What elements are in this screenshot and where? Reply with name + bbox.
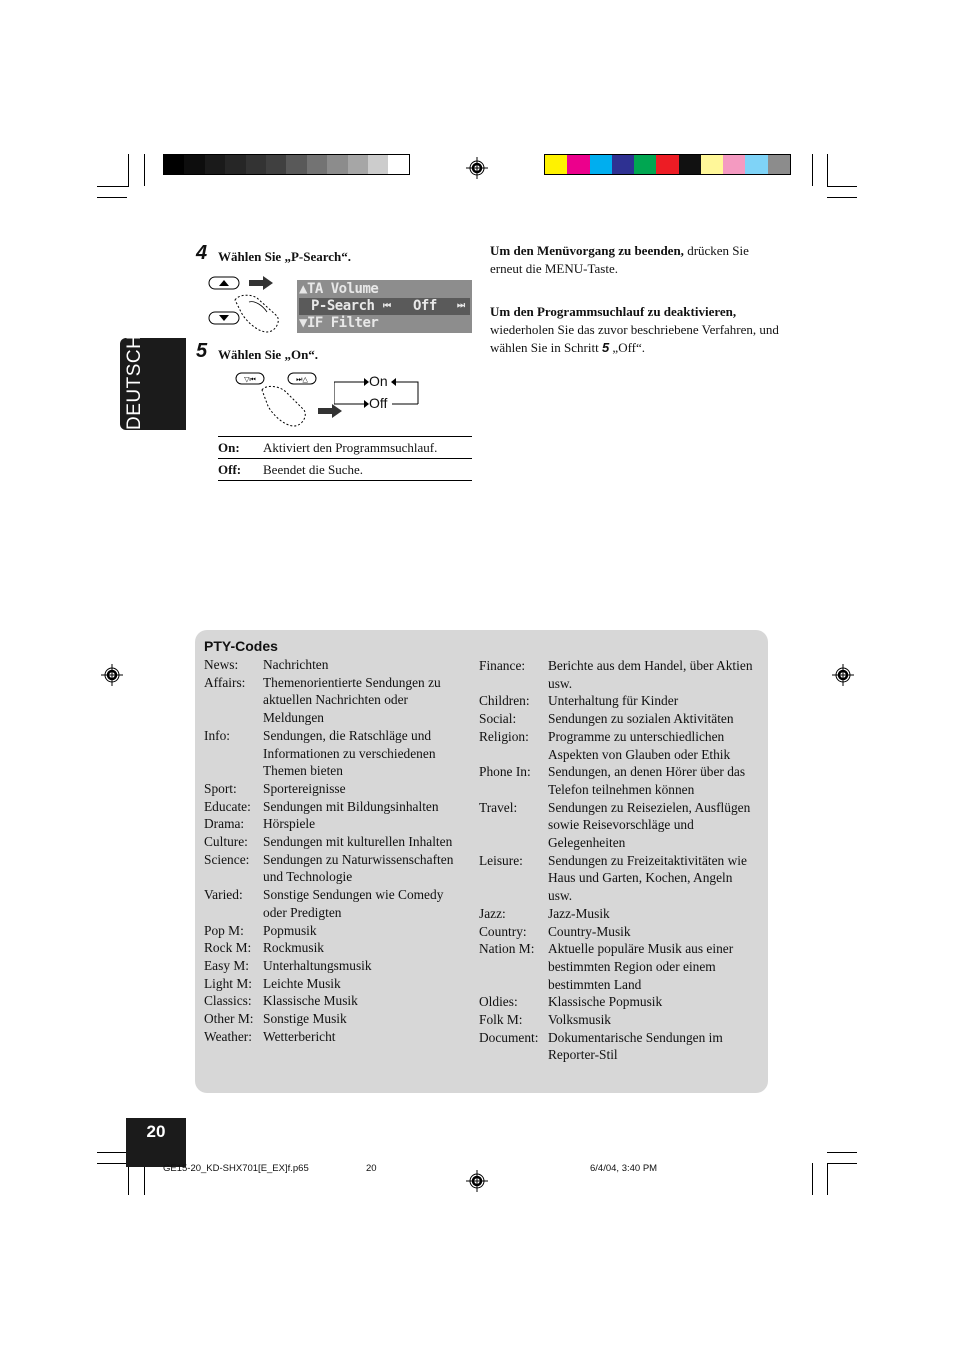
- pty-code-item: [479, 940, 754, 993]
- pty-code-term: Finance:: [479, 658, 526, 673]
- color-swatch: [246, 155, 266, 174]
- option-definitions-table: [218, 436, 472, 481]
- pty-code-description: Sendungen mit kulturellen Inhalten: [263, 834, 453, 850]
- pty-code-term: Rock M:: [204, 940, 252, 956]
- pty-code-description: Volksmusik: [548, 1012, 612, 1028]
- pty-codes-title: PTY-Codes: [204, 638, 278, 654]
- toggle-off-label: Off: [369, 395, 388, 411]
- pty-code-item: [204, 957, 462, 975]
- pty-code-term: Other M:: [204, 1011, 254, 1027]
- registration-mark-icon: [466, 157, 488, 179]
- step-5-number: 5: [196, 340, 208, 362]
- pty-code-term: Children:: [479, 693, 530, 709]
- pty-code-item: [479, 1029, 754, 1064]
- pty-code-term: Light M:: [204, 975, 252, 991]
- pty-code-item: [204, 975, 462, 993]
- pty-code-description: Wetterbericht: [263, 1028, 336, 1044]
- color-swatch: [327, 155, 347, 174]
- pty-code-term: News:: [204, 657, 239, 672]
- color-swatch: [567, 155, 589, 174]
- menu-exit-paragraph: Um den Menüvorgang zu beenden, drücken Sie erneut die MENU-Taste.: [490, 243, 749, 276]
- lcd-display: [297, 280, 472, 333]
- grayscale-calibration-strip: [163, 154, 410, 175]
- pty-code-item: [204, 992, 462, 1010]
- color-swatch: [164, 155, 184, 174]
- pty-code-item: [479, 728, 754, 763]
- pty-code-description: Klassische Musik: [263, 993, 358, 1009]
- pty-code-description: Dokumentarische Sendungen im Reporter-Stil: [548, 1029, 723, 1063]
- scroll-down-icon: ▼: [299, 315, 307, 331]
- footer-filename: GE15-20_KD-SHX701[E_EX]f.p65: [163, 1163, 309, 1174]
- color-swatch: [590, 155, 612, 174]
- pty-code-term: Sport:: [204, 780, 237, 796]
- pty-code-description: Popmusik: [263, 922, 317, 938]
- pty-code-term: Affairs:: [204, 674, 246, 690]
- pty-code-description: Themenorientierte Sendungen zu aktuellen Nachrichten oder Meldungen: [263, 674, 441, 726]
- pty-code-term: Info:: [204, 727, 231, 743]
- pty-code-item: [204, 674, 462, 727]
- pty-code-description: Sonstige Musik: [263, 1011, 347, 1027]
- color-swatch: [184, 155, 204, 174]
- definition-row: On: Aktiviert den Programmsuchlauf.: [218, 440, 438, 455]
- pty-code-description: Klassische Popmusik: [548, 994, 663, 1010]
- color-swatch: [634, 155, 656, 174]
- pty-code-term: Document:: [479, 1029, 539, 1045]
- color-swatch: [768, 155, 790, 174]
- pty-code-term: Drama:: [204, 816, 245, 832]
- pty-code-item: [479, 1011, 754, 1029]
- pty-code-item: [479, 710, 754, 728]
- color-swatch: [307, 155, 327, 174]
- svg-text:⏭△: ⏭△: [296, 375, 308, 384]
- pty-codes-right-column: [479, 657, 754, 1064]
- skip-buttons-illustration: [230, 368, 350, 430]
- pty-code-item: [479, 799, 754, 852]
- pty-code-item: [204, 798, 462, 816]
- pty-code-item: [204, 851, 462, 886]
- pty-code-term: Country:: [479, 923, 527, 939]
- pty-code-item: [479, 905, 754, 923]
- pty-code-term: Varied:: [204, 887, 243, 903]
- pty-code-term: Classics:: [204, 993, 252, 1009]
- pty-code-item: [204, 1028, 462, 1046]
- pty-code-description: Leichte Musik: [263, 975, 341, 991]
- language-tab-label: DEUTSCH: [124, 334, 145, 430]
- pty-code-description: Sendungen, die Ratschläge und Informationen zu verschiedenen Themen bieten: [263, 727, 436, 779]
- pty-code-item: [479, 763, 754, 798]
- deactivate-paragraph: Um den Programmsuchlauf zu deaktivieren, wiederholen Sie das zuvor beschriebene Verfahren, und wählen Sie in Schritt 5 „Off“.: [490, 304, 779, 355]
- color-swatch: [701, 155, 723, 174]
- step-4-text: Wählen Sie „P-Search“.: [218, 249, 352, 264]
- pty-code-item: [479, 923, 754, 941]
- color-swatch: [656, 155, 678, 174]
- lcd-row-1: ▲TA Volume: [299, 281, 379, 297]
- color-swatch: [388, 155, 408, 174]
- color-swatch: [612, 155, 634, 174]
- pty-code-description: Sonstige Sendungen wie Comedy oder Predigten: [263, 887, 444, 920]
- pty-code-description: Unterhaltungsmusik: [263, 957, 372, 973]
- pty-code-description: Nachrichten: [263, 657, 329, 672]
- svg-text:▽⏮: ▽⏮: [244, 375, 256, 384]
- color-swatch: [368, 155, 388, 174]
- pty-code-term: Phone In:: [479, 764, 531, 780]
- pty-code-term: Travel:: [479, 799, 518, 815]
- pty-code-term: Culture:: [204, 834, 248, 850]
- pty-code-term: Jazz:: [479, 905, 506, 921]
- pty-code-item: [204, 780, 462, 798]
- pty-code-item: [479, 692, 754, 710]
- pty-code-description: Rockmusik: [263, 940, 325, 956]
- step-4-number: 4: [196, 242, 208, 264]
- color-swatch: [205, 155, 225, 174]
- footer-page: 20: [366, 1163, 377, 1174]
- color-swatch: [266, 155, 286, 174]
- pty-code-item: [204, 922, 462, 940]
- color-swatch: [348, 155, 368, 174]
- pty-code-term: Pop M:: [204, 922, 244, 938]
- pty-code-description: Berichte aus dem Handel, über Aktien usw.: [548, 658, 753, 691]
- pty-code-item: [204, 815, 462, 833]
- pty-code-description: Sendungen zu Naturwissenschaften und Technologie: [263, 851, 454, 885]
- pty-code-item: [204, 833, 462, 851]
- pty-code-description: Sendungen zu Freizeitaktivitäten wie Haus und Garten, Kochen, Angeln usw.: [548, 852, 747, 904]
- pty-code-item: [204, 886, 462, 921]
- step-5-text: Wählen Sie „On“.: [218, 347, 319, 362]
- scroll-up-icon: ▲: [299, 281, 307, 297]
- pty-code-term: Science:: [204, 851, 250, 867]
- pty-code-description: Programme zu unterschiedlichen Aspekten von Glauben oder Ethik: [548, 728, 731, 762]
- pty-code-term: Oldies:: [479, 994, 518, 1010]
- lcd-row-2-selected: P-Search ⏮ Off ⏭: [299, 298, 470, 315]
- pty-code-term: Educate:: [204, 798, 251, 814]
- pty-code-item: [479, 993, 754, 1011]
- pty-code-term: Leisure:: [479, 852, 523, 868]
- pty-code-description: Sendungen, an denen Hörer über das Telefon teilnehmen können: [548, 764, 746, 797]
- pty-code-term: Social:: [479, 711, 517, 727]
- pty-code-description: Sendungen zu Reisezielen, Ausflügen sowie Reisevorschläge und Gelegenheiten: [548, 799, 751, 851]
- pty-code-term: Religion:: [479, 728, 529, 744]
- pty-codes-left-column: [204, 656, 462, 1045]
- lcd-row-3: ▼IF Filter: [299, 315, 379, 331]
- pty-code-item: [204, 939, 462, 957]
- pty-code-item: [479, 657, 754, 692]
- pty-code-item: [204, 727, 462, 780]
- prev-indicator-icon: ⏮: [383, 301, 391, 311]
- pty-code-description: Hörspiele: [263, 816, 316, 832]
- color-swatch: [723, 155, 745, 174]
- definition-row: Off: Beendet die Suche.: [218, 458, 472, 480]
- registration-mark-icon: [466, 1170, 488, 1192]
- pty-code-item: [479, 852, 754, 905]
- page-number: 20: [126, 1118, 186, 1167]
- color-swatch: [225, 155, 245, 174]
- pty-code-term: Nation M:: [479, 941, 535, 957]
- pty-code-item: [204, 656, 462, 674]
- pty-code-description: Aktuelle populäre Musik aus einer bestimmten Region oder einem bestimmten Land: [548, 941, 734, 992]
- footer-date: 6/4/04, 3:40 PM: [590, 1163, 658, 1174]
- pty-code-description: Jazz-Musik: [548, 905, 610, 921]
- color-swatch: [545, 155, 567, 174]
- pty-code-term: Weather:: [204, 1028, 252, 1044]
- registration-mark-icon: [832, 664, 854, 686]
- pty-code-description: Sendungen zu sozialen Aktivitäten: [548, 711, 734, 727]
- toggle-on-label: On: [369, 373, 388, 389]
- up-down-button-illustration: [205, 272, 295, 340]
- next-indicator-icon: ⏭: [457, 301, 465, 311]
- color-swatch: [679, 155, 701, 174]
- pty-code-term: Folk M:: [479, 1012, 523, 1028]
- pty-code-term: Easy M:: [204, 957, 250, 973]
- registration-mark-icon: [101, 664, 123, 686]
- color-calibration-strip: [544, 154, 791, 175]
- pty-code-description: Country-Musik: [548, 923, 631, 939]
- color-swatch: [286, 155, 306, 174]
- pty-code-description: Unterhaltung für Kinder: [548, 693, 679, 709]
- color-swatch: [745, 155, 767, 174]
- pty-code-description: Sportereignisse: [263, 780, 346, 796]
- pty-code-item: [204, 1010, 462, 1028]
- pty-code-description: Sendungen mit Bildungsinhalten: [263, 798, 439, 814]
